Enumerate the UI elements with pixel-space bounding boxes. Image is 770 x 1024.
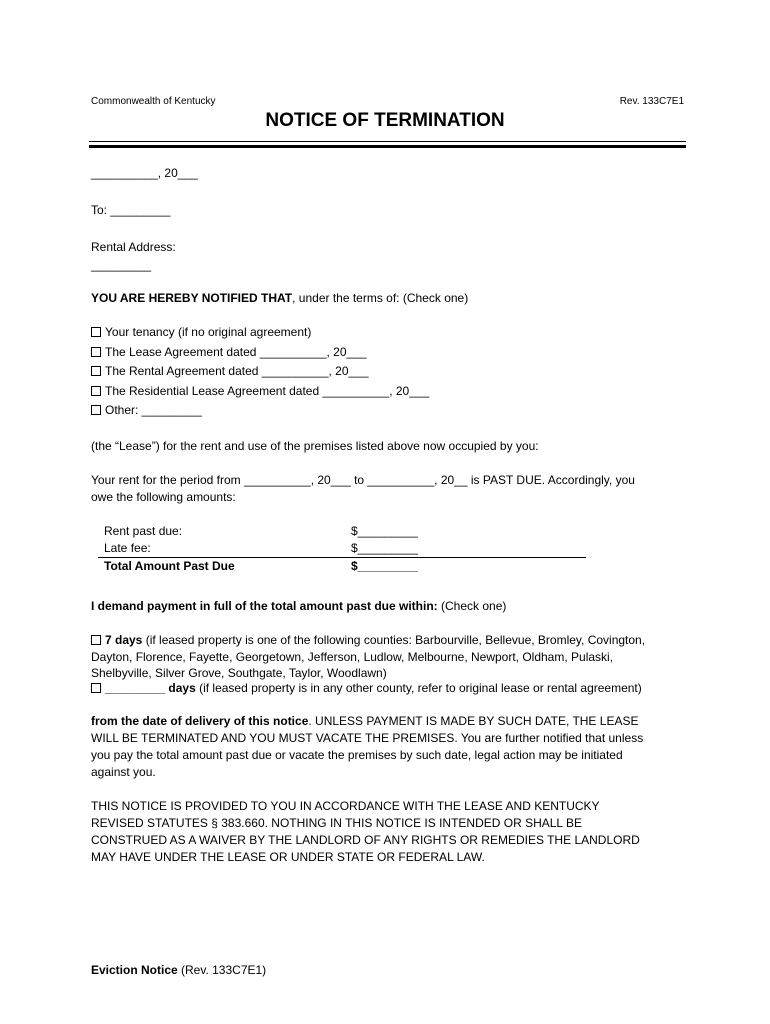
lease-option-label: Other: _________: [105, 403, 202, 417]
seven-days-text: (if leased property is one of the following counties: Barbourville, Bellevue, Bromley, Covington,: [142, 633, 646, 647]
delivery-line3: you pay the total amount past due or vacate the premises by such date, legal action may be initiated: [91, 748, 623, 762]
delivery-line1-text: . UNLESS PAYMENT IS MADE BY SUCH DATE, THE LEASE: [308, 714, 639, 728]
payment-option-seven-days[interactable]: [91, 633, 645, 648]
rent-period-line2: owe the following amounts:: [91, 490, 236, 504]
lease-option-label: The Residential Lease Agreement dated __________, 20___: [105, 384, 430, 398]
seven-days-counties-line3: Shelbyville, Silver Grove, Southgate, Taylor, Woodlawn): [91, 666, 387, 680]
checkbox-icon[interactable]: [91, 683, 101, 693]
lease-option-residential-lease[interactable]: [91, 384, 429, 399]
notified-bold: YOU ARE HEREBY NOTIFIED THAT: [91, 291, 293, 305]
page-footer: [91, 963, 266, 978]
checkbox-icon[interactable]: [91, 405, 101, 415]
checkbox-icon[interactable]: [91, 366, 101, 376]
delivery-bold: from the date of delivery of this notice: [91, 714, 309, 728]
checkbox-icon[interactable]: [91, 347, 101, 357]
lease-option-other[interactable]: [91, 403, 202, 418]
notified-rest: , under the terms of: (Check one): [292, 291, 469, 305]
demand-rest: (Check one): [437, 599, 507, 613]
lease-option-label: The Rental Agreement dated __________, 20___: [105, 364, 369, 378]
lease-option-tenancy[interactable]: [91, 325, 311, 340]
other-days-label: _________ days: [105, 681, 196, 695]
lease-option-label: The Lease Agreement dated __________, 20___: [105, 345, 367, 359]
payment-option-other-days[interactable]: [91, 681, 642, 696]
title-rule-top: [89, 141, 686, 142]
revision-label: Rev. 133C7E1: [619, 96, 684, 107]
statute-line2: REVISED STATUTES § 383.660. NOTHING IN THIS NOTICE IS INTENDED OR SHALL BE: [91, 816, 583, 830]
lease-option-lease-agreement[interactable]: [91, 345, 367, 360]
demand-bold: I demand payment in full of the total amount past due within:: [91, 599, 438, 613]
seven-days-counties-line2: Dayton, Florence, Fayette, Georgetown, Jefferson, Ludlow, Melbourne, Newport, Oldham, Pulaski,: [91, 650, 614, 664]
total-past-due-label: Total Amount Past Due: [104, 559, 235, 573]
late-fee-value: $_________: [351, 541, 418, 555]
delivery-line4: against you.: [91, 765, 156, 779]
footer-bold: Eviction Notice: [91, 963, 178, 977]
lease-option-rental-agreement[interactable]: [91, 364, 369, 379]
demand-statement: [91, 599, 506, 614]
seven-days-label: 7 days: [105, 633, 143, 647]
notified-statement: [91, 291, 468, 306]
lease-option-label: Your tenancy (if no original agreement): [105, 325, 312, 339]
lease-definition: (the “Lease”) for the rent and use of the premises listed above now occupied by you:: [91, 439, 539, 453]
checkbox-icon[interactable]: [91, 327, 101, 337]
total-divider: [98, 557, 586, 558]
to-line: To: _________: [91, 203, 171, 217]
delivery-line2: WILL BE TERMINATED AND YOU MUST VACATE THE PREMISES. You are further notified that unless: [91, 731, 644, 745]
delivery-line1: [91, 714, 638, 729]
total-past-due-value: $_________: [351, 559, 418, 573]
statute-line4: MAY HAVE UNDER THE LEASE OR UNDER STATE OR FEDERAL LAW.: [91, 850, 485, 864]
statute-line1: THIS NOTICE IS PROVIDED TO YOU IN ACCORDANCE WITH THE LEASE AND KENTUCKY: [91, 799, 600, 813]
rent-period-line1: Your rent for the period from __________, 20___ to __________, 20__ is PAST DUE. Accordingly, you: [91, 473, 635, 487]
statute-line3: CONSTRUED AS A WAIVER BY THE LANDLORD OF ANY RIGHTS OR REMEDIES THE LANDLORD: [91, 833, 640, 847]
jurisdiction-label: Commonwealth of Kentucky: [91, 96, 216, 107]
late-fee-label: Late fee:: [104, 541, 151, 555]
rental-address-label: Rental Address:: [91, 240, 176, 254]
rent-past-due-label: Rent past due:: [104, 524, 183, 538]
page-title: NOTICE OF TERMINATION: [265, 110, 505, 131]
other-days-text: (if leased property is in any other county, refer to original lease or rental agreement): [195, 681, 642, 695]
checkbox-icon[interactable]: [91, 386, 101, 396]
date-line: __________, 20___: [91, 166, 198, 180]
footer-rest: (Rev. 133C7E1): [177, 963, 267, 977]
title-rule-bottom: [89, 145, 686, 148]
rent-past-due-value: $_________: [351, 524, 418, 538]
checkbox-icon[interactable]: [91, 635, 101, 645]
rental-address-value: _________: [91, 258, 152, 272]
